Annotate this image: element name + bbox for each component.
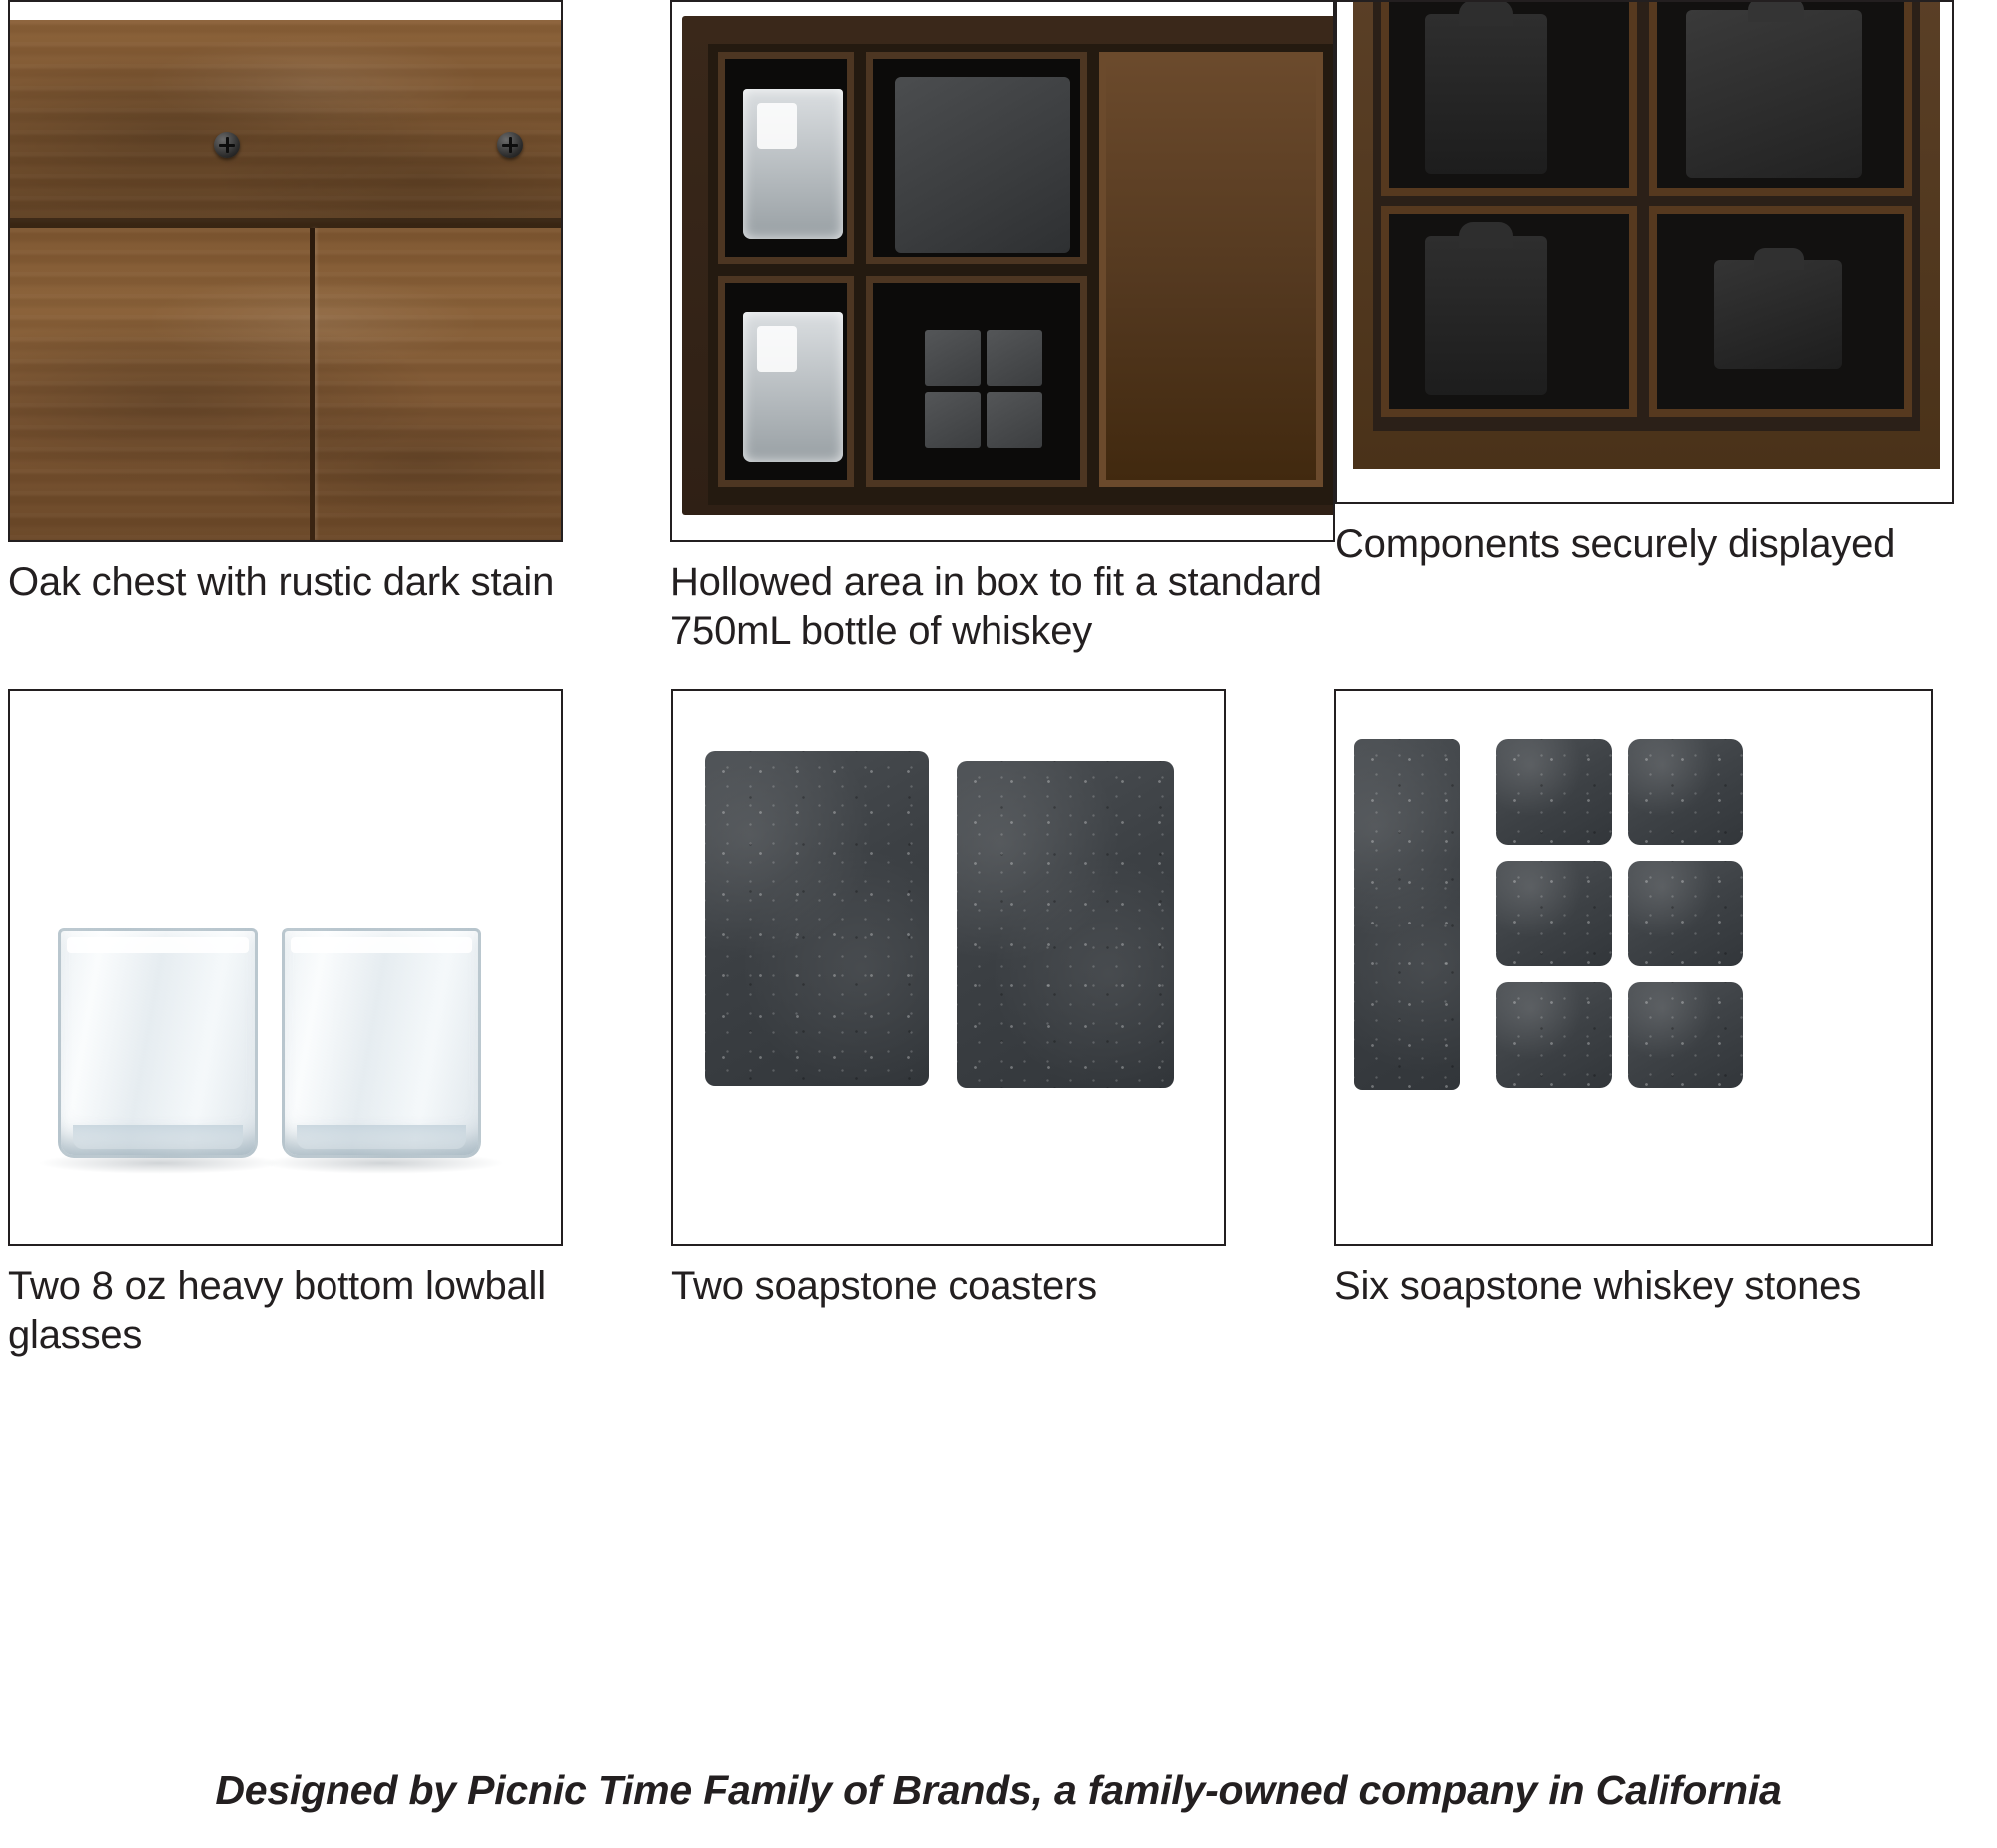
compartment-glass-upper — [718, 52, 854, 264]
glass-in-box — [743, 312, 843, 462]
whiskey-stone-cube — [1496, 982, 1612, 1088]
stone-cube — [925, 330, 981, 386]
compartment-stones — [866, 276, 1087, 487]
foam-compartment-top-right — [1649, 0, 1912, 196]
feature-caption-hollowed-area: Hollowed area in box to fit a standard 750mL bottle of whiskey — [670, 560, 1322, 653]
feature-caption-whiskey-stones: Six soapstone whiskey stones — [1334, 1264, 1862, 1308]
glass-in-box — [743, 89, 843, 239]
compartment-bottle-hollow — [1099, 52, 1323, 487]
glass-rim — [67, 937, 249, 953]
whiskey-stone-cube — [1496, 739, 1612, 845]
stones-illustration — [1336, 691, 1931, 1244]
foam-compartment-bottom-left — [1381, 206, 1637, 417]
open-box-illustration — [672, 2, 1333, 540]
feature-caption-oak-chest: Oak chest with rustic dark stain — [8, 560, 555, 604]
stone-cube — [925, 392, 981, 448]
lowball-glass — [58, 928, 258, 1158]
foam-compartment-bottom-right — [1649, 206, 1912, 417]
foam-compartment-top-left — [1381, 0, 1637, 196]
components-photo — [1335, 0, 1954, 504]
stone-speckle-texture — [1496, 982, 1612, 1088]
glass-rim — [291, 937, 472, 953]
foam-stones-insert — [1714, 260, 1842, 369]
whiskey-stone-cube — [1496, 861, 1612, 966]
box-interior — [708, 44, 1335, 505]
feature-caption-soapstone-coasters: Two soapstone coasters — [671, 1264, 1097, 1308]
stone-cube — [987, 330, 1042, 386]
feature-card-hollowed-area — [670, 0, 1335, 659]
box-shell — [682, 16, 1335, 515]
soapstone-bar — [1354, 739, 1460, 1090]
box-shell-top-view — [1353, 0, 1940, 469]
feature-row-2 — [0, 689, 1997, 1388]
hollowed-area-photo — [670, 0, 1335, 542]
whiskey-stone-cube — [1628, 982, 1743, 1088]
components-illustration — [1337, 2, 1952, 502]
soapstone-coasters-photo — [671, 689, 1226, 1246]
soapstone-coaster — [705, 751, 929, 1086]
screw-icon — [214, 132, 240, 158]
feature-card-soapstone-coasters — [671, 689, 1334, 1388]
lowball-glasses-photo — [8, 689, 563, 1246]
stone-speckle-texture — [1496, 739, 1612, 845]
stones-in-box — [925, 330, 1042, 448]
whiskey-stones-photo — [1334, 689, 1933, 1246]
glasses-illustration — [10, 691, 561, 1244]
wood-tone-shading — [10, 228, 561, 540]
soapstone-coaster — [957, 761, 1174, 1088]
stone-speckle-texture — [1354, 739, 1460, 1090]
stone-cube — [987, 392, 1042, 448]
coasters-illustration — [673, 691, 1224, 1244]
screw-icon — [497, 132, 523, 158]
compartment-glass-lower — [718, 276, 854, 487]
stone-speckle-texture — [705, 751, 929, 1086]
panel-seam — [310, 228, 315, 540]
box-interior-top-view — [1373, 0, 1920, 431]
foam-coaster-insert — [1686, 10, 1862, 178]
feature-caption-components-displayed: Components securely displayed — [1335, 522, 1896, 566]
chest-lid — [10, 20, 561, 228]
footer-text: Designed by Picnic Time Family of Brands, a family-owned company in California — [215, 1767, 1782, 1813]
stone-speckle-texture — [957, 761, 1174, 1088]
whiskey-stone-cube — [1628, 861, 1743, 966]
lowball-glass — [282, 928, 481, 1158]
wood-tone-shading — [10, 20, 561, 228]
feature-card-lowball-glasses — [8, 689, 671, 1388]
oak-chest-illustration — [10, 2, 561, 540]
feature-caption-lowball-glasses: Two 8 oz heavy bottom lowball glasses — [8, 1264, 546, 1357]
feature-row-1 — [0, 0, 1997, 659]
foam-glass-insert — [1425, 236, 1547, 395]
oak-chest-photo — [8, 0, 563, 542]
stone-speckle-texture — [1628, 861, 1743, 966]
whiskey-stone-cube — [1628, 739, 1743, 845]
feature-card-oak-chest — [8, 0, 670, 659]
compartment-coaster — [866, 52, 1087, 264]
chest-front-panel — [10, 228, 561, 540]
stone-speckle-texture — [1496, 861, 1612, 966]
stone-speckle-texture — [1628, 982, 1743, 1088]
stone-speckle-texture — [1628, 739, 1743, 845]
feature-card-whiskey-stones — [1334, 689, 1997, 1388]
foam-glass-insert — [1425, 14, 1547, 174]
feature-card-components-displayed — [1335, 0, 1997, 659]
coaster-in-box — [895, 77, 1070, 253]
